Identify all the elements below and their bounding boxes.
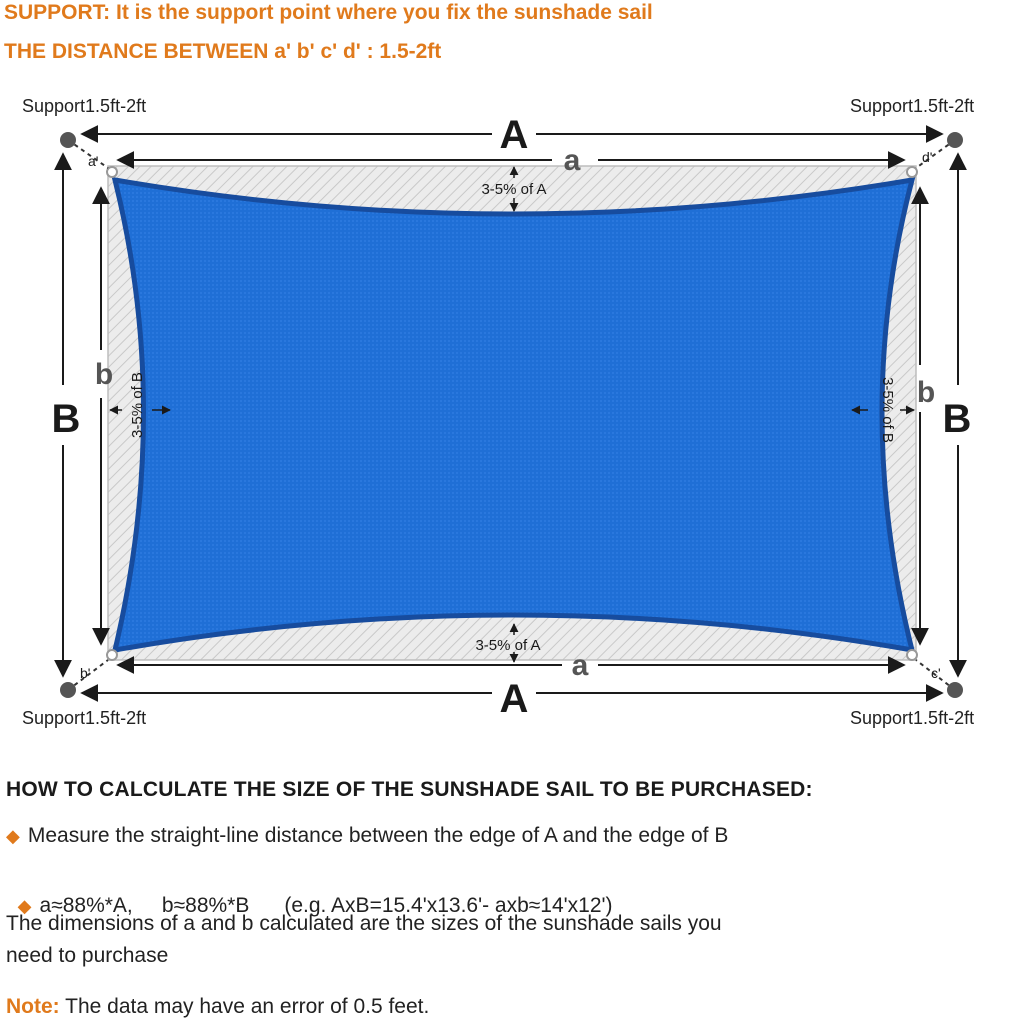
support-label-bottom-right: Support1.5ft-2ft (850, 708, 975, 728)
instruction-bullet-text: Measure the straight-line distance between the edge of A and the edge of B (27, 824, 729, 847)
support-label-bottom-left: Support1.5ft-2ft (22, 708, 147, 728)
corner-ring-a (107, 167, 117, 177)
instruction-bullet-text: a≈88%*A, b≈88%*B (e.g. AxB=15.4'x13.6'- axb≈14'x12') (39, 894, 613, 917)
corner-ring-d (907, 167, 917, 177)
note-label: Note: (6, 995, 60, 1018)
sail-width-label-top: a (563, 144, 581, 177)
diamond-icon: ◆ (6, 826, 20, 846)
support-text: It is the support point where you fix the sunshade sail (110, 1, 653, 24)
note-text: The data may have an error of 0.5 feet. (59, 995, 430, 1018)
instruction-bullet (6, 824, 728, 848)
note (6, 995, 429, 1019)
support-point-bottom-left (60, 682, 76, 698)
corner-label-a: a' (88, 153, 99, 169)
outer-height-label-right: B (942, 397, 972, 441)
support-point-top-left (60, 132, 76, 148)
outer-width-label-top: A (499, 113, 529, 157)
instructions-paragraph-line2: need to purchase (6, 944, 169, 967)
sail (115, 180, 912, 650)
corner-label-d: d' (922, 149, 933, 165)
sail-width-label-bottom: a (571, 649, 589, 682)
sag-label-right: 3-5% of B (879, 377, 896, 443)
sag-label-bottom: 3-5% of A (475, 637, 541, 654)
sag-label-top: 3-5% of A (481, 181, 547, 198)
distance-line: THE DISTANCE BETWEEN a' b' c' d' : 1.5-2ft (4, 40, 442, 63)
support-label-top-left: Support1.5ft-2ft (22, 96, 147, 116)
sag-label-left: 3-5% of B (129, 372, 146, 438)
sail-height-label-right: b (916, 376, 936, 409)
support-point-bottom-right (947, 682, 963, 698)
diamond-icon: ◆ (17, 896, 32, 916)
corner-label-c: c' (931, 665, 941, 681)
corner-ring-b (107, 650, 117, 660)
support-point-top-right (947, 132, 963, 148)
outer-height-label-left: B (51, 397, 81, 441)
support-label-top-right: Support1.5ft-2ft (850, 96, 975, 116)
support-label: SUPPORT: (4, 1, 111, 24)
instructions-title: HOW TO CALCULATE THE SIZE OF THE SUNSHADE SAIL TO BE PURCHASED: (6, 778, 813, 801)
instruction-bullet (6, 870, 613, 918)
corner-label-b: b' (80, 665, 91, 681)
sail-height-label-left: b (94, 358, 114, 391)
outer-width-label-bottom: A (499, 677, 529, 721)
instructions-paragraph-line1: The dimensions of a and b calculated are the sizes of the sunshade sails you (6, 912, 722, 935)
corner-ring-c (907, 650, 917, 660)
